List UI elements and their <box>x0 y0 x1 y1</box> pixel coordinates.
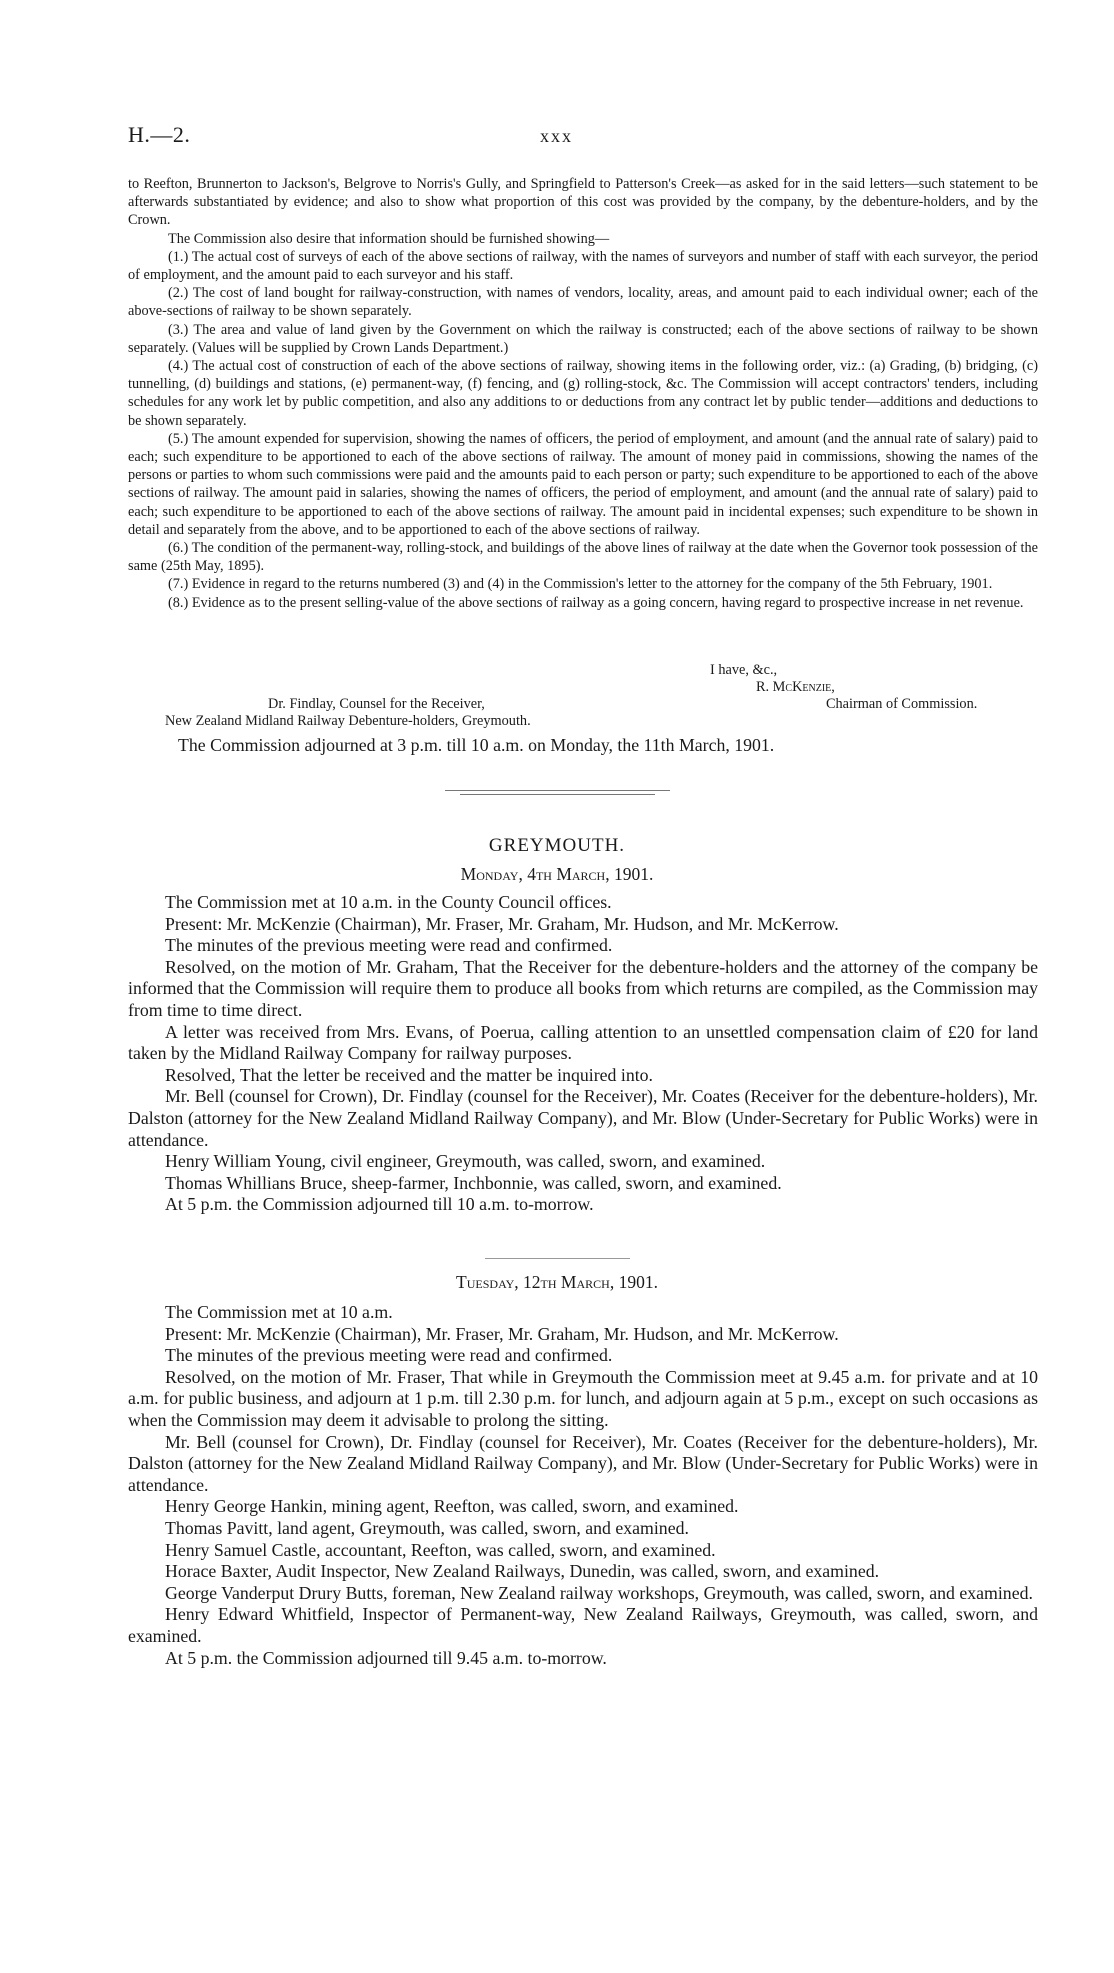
minutes-paragraph: George Vanderput Drury Butts, foreman, New Zealand railway workshops, Greymouth, was called, sworn, and examined. <box>165 1582 1033 1603</box>
letter-item-1: (1.) The actual cost of surveys of each of the above sections of railway, with the names of surveyors and number of staff with each surveyor, the period of employment, and the amount paid to each surveyor and his staff. <box>128 248 1038 284</box>
section-divider <box>445 790 670 791</box>
minutes-paragraph: Horace Baxter, Audit Inspector, New Zealand Railways, Dunedin, was called, sworn, and examined. <box>165 1561 880 1582</box>
letter-signatory-title: Chairman of Commission. <box>826 696 978 712</box>
minutes-paragraph: The minutes of the previous meeting were read and confirmed. <box>165 935 613 956</box>
letter-addressee: Dr. Findlay, Counsel for the Receiver, <box>268 696 485 712</box>
minutes-paragraph: Henry Samuel Castle, accountant, Reefton, was called, sworn, and examined. <box>165 1539 716 1560</box>
minutes-paragraph: Henry William Young, civil engineer, Greymouth, was called, sworn, and examined. <box>165 1151 766 1172</box>
minutes-paragraph: A letter was received from Mrs. Evans, of Poerua, calling attention to an unsettled compensation claim of £20 for land taken by the Midland Railway Company for railway purposes. <box>128 1021 1038 1064</box>
page-number: xxx <box>540 126 573 146</box>
session-minutes <box>128 1302 1038 1669</box>
letter-item-8: (8.) Evidence as to the present selling-value of the above sections of railway as a going concern, having regard to prospective increase in net revenue. <box>168 594 1024 611</box>
minutes-paragraph: Resolved, That the letter be received and the matter be inquired into. <box>165 1064 653 1085</box>
session-date: Monday, 4th March, 1901. <box>460 864 654 884</box>
letter-signatory: R. McKenzie, <box>756 679 835 695</box>
letter-item-2: (2.) The cost of land bought for railway-construction, with names of vendors, locality, areas, and amount paid to each individual owner; each of the above-sections of railway to be shown separately. <box>128 285 1038 320</box>
minutes-paragraph: Henry George Hankin, mining agent, Reefton, was called, sworn, and examined. <box>165 1496 739 1517</box>
minutes-paragraph: Thomas Pavitt, land agent, Greymouth, was called, sworn, and examined. <box>165 1517 689 1538</box>
letter-addressee: New Zealand Midland Railway Debenture-holders, Greymouth. <box>165 713 531 729</box>
minutes-paragraph: Mr. Bell (counsel for Crown), Dr. Findlay (counsel for Receiver), Mr. Coates (Receiver for the debenture-holders), Mr. Dalston (attorney for the New Zealand Midland Railway Company), and Mr. Blow (Under-Secretary for Public Works) were in attendance. <box>128 1431 1038 1495</box>
letter-item-4: (4.) The actual cost of construction of each of the above sections of railway, showing items in the following order, viz.: (a) Grading, (b) bridging, (c) tunnelling, (d) buildings and stations, (e) permanent-way, (f) fencing, and (g) rolling-stock, &c. The Commission will accept contractors' tenders, including schedules for any work let by public competition, and also any additions to or deductions from any contract let by public tender—additions and deductions to be shown separately. <box>128 358 1038 429</box>
section-heading: GREYMOUTH. <box>488 835 626 856</box>
adjournment-note: The Commission adjourned at 3 p.m. till 10 a.m. on Monday, the 11th March, 1901. <box>178 735 775 755</box>
minutes-paragraph: The Commission met at 10 a.m. <box>165 1302 393 1322</box>
letter-item-7: (7.) Evidence in regard to the returns numbered (3) and (4) in the Commission's letter to the attorney for the company of the 5th February, 1901. <box>168 576 993 593</box>
session-date: Tuesday, 12th March, 1901. <box>456 1272 658 1292</box>
letter-item-5: (5.) The amount expended for supervision, showing the names of officers, the period of employment, and amount (and the annual rate of salary) paid to each; such expenditure to be apportioned to each of the above sections of railway. The amount of money paid in commissions, showing the names of the persons or parties to whom such commissions were paid and the amounts paid to each person or party; such expenditure to be apportioned to each of the above sections of railway. The amount paid in salaries, showing the names of officers, the period of employment, and amount (and the annual rate of salary) paid to each; such expenditure to be apportioned to each of the above sections of railway. The amount paid in incidental expenses; such expenditure to be shown in detail and separately from the above, and to be apportioned to each of the above sections of railway. <box>128 430 1038 538</box>
letter-signature-block <box>128 662 1038 730</box>
minutes-paragraph: Present: Mr. McKenzie (Chairman), Mr. Fraser, Mr. Graham, Mr. Hudson, and Mr. McKerrow. <box>165 913 839 934</box>
minutes-paragraph: Mr. Bell (counsel for Crown), Dr. Findlay (counsel for the Receiver), Mr. Coates (Receiver for the debenture-holders), Mr. Dalston (attorney for the New Zealand Midland Railway Company), and Mr. Blow (Under-Secretary for Public Works) were in attendance. <box>128 1086 1038 1150</box>
letter-item-6: (6.) The condition of the permanent-way, rolling-stock, and buildings of the above lines of railway at the date when the Governor took possession of the same (25th May, 1895). <box>128 540 1038 575</box>
section-divider <box>460 794 655 795</box>
minutes-paragraph: Resolved, on the motion of Mr. Graham, That the Receiver for the debenture-holders and the attorney of the company be informed that the Commission will require them to produce all books from which returns are compiled, as the Commission may from time to time direct. <box>128 956 1038 1020</box>
document-reference: H.—2. <box>128 122 191 147</box>
minutes-paragraph: Thomas Whillians Bruce, sheep-farmer, Inchbonnie, was called, sworn, and examined. <box>165 1172 782 1193</box>
letter-item-3: (3.) The area and value of land given by the Government on which the railway is constructed; each of the above sections of railway to be shown separately. (Values will be supplied by Crown Lands Department.) <box>128 321 1038 356</box>
letter-closing: I have, &c., <box>710 662 778 678</box>
minutes-paragraph: At 5 p.m. the Commission adjourned till 9.45 a.m. to-morrow. <box>165 1647 607 1668</box>
minutes-paragraph: At 5 p.m. the Commission adjourned till 10 a.m. to-morrow. <box>165 1194 594 1215</box>
session-minutes <box>128 892 1038 1216</box>
minutes-paragraph: Henry Edward Whitfield, Inspector of Permanent-way, New Zealand Railways, Greymouth, was called, sworn, and examined. <box>128 1604 1038 1646</box>
minutes-paragraph: Resolved, on the motion of Mr. Fraser, That while in Greymouth the Commission meet at 9.45 a.m. for private and at 10 a.m. for public business, and adjourn at 1 p.m. till 2.30 p.m. for lunch, and adjourn again at 5 p.m., except on such occasions as when the Commission may deem it advisable to prolong the sitting. <box>128 1366 1038 1430</box>
minutes-paragraph: The minutes of the previous meeting were read and confirmed. <box>165 1345 613 1366</box>
minutes-paragraph: Present: Mr. McKenzie (Chairman), Mr. Fraser, Mr. Graham, Mr. Hudson, and Mr. McKerrow. <box>165 1323 839 1344</box>
minutes-paragraph: The Commission met at 10 a.m. in the County Council offices. <box>165 892 612 912</box>
session-divider <box>485 1258 630 1259</box>
letter-paragraph: The Commission also desire that information should be furnished showing— <box>168 230 610 247</box>
letter-paragraph: to Reefton, Brunnerton to Jackson's, Belgrove to Norris's Gully, and Springfield to Patterson's Creek—as asked for in the said letters—such statement to be afterwards substantiated by evidence; and also to show what proportion of this cost was provided by the company, by the debenture-holders, and by the Crown. <box>128 176 1038 229</box>
letter-body <box>128 175 1038 612</box>
